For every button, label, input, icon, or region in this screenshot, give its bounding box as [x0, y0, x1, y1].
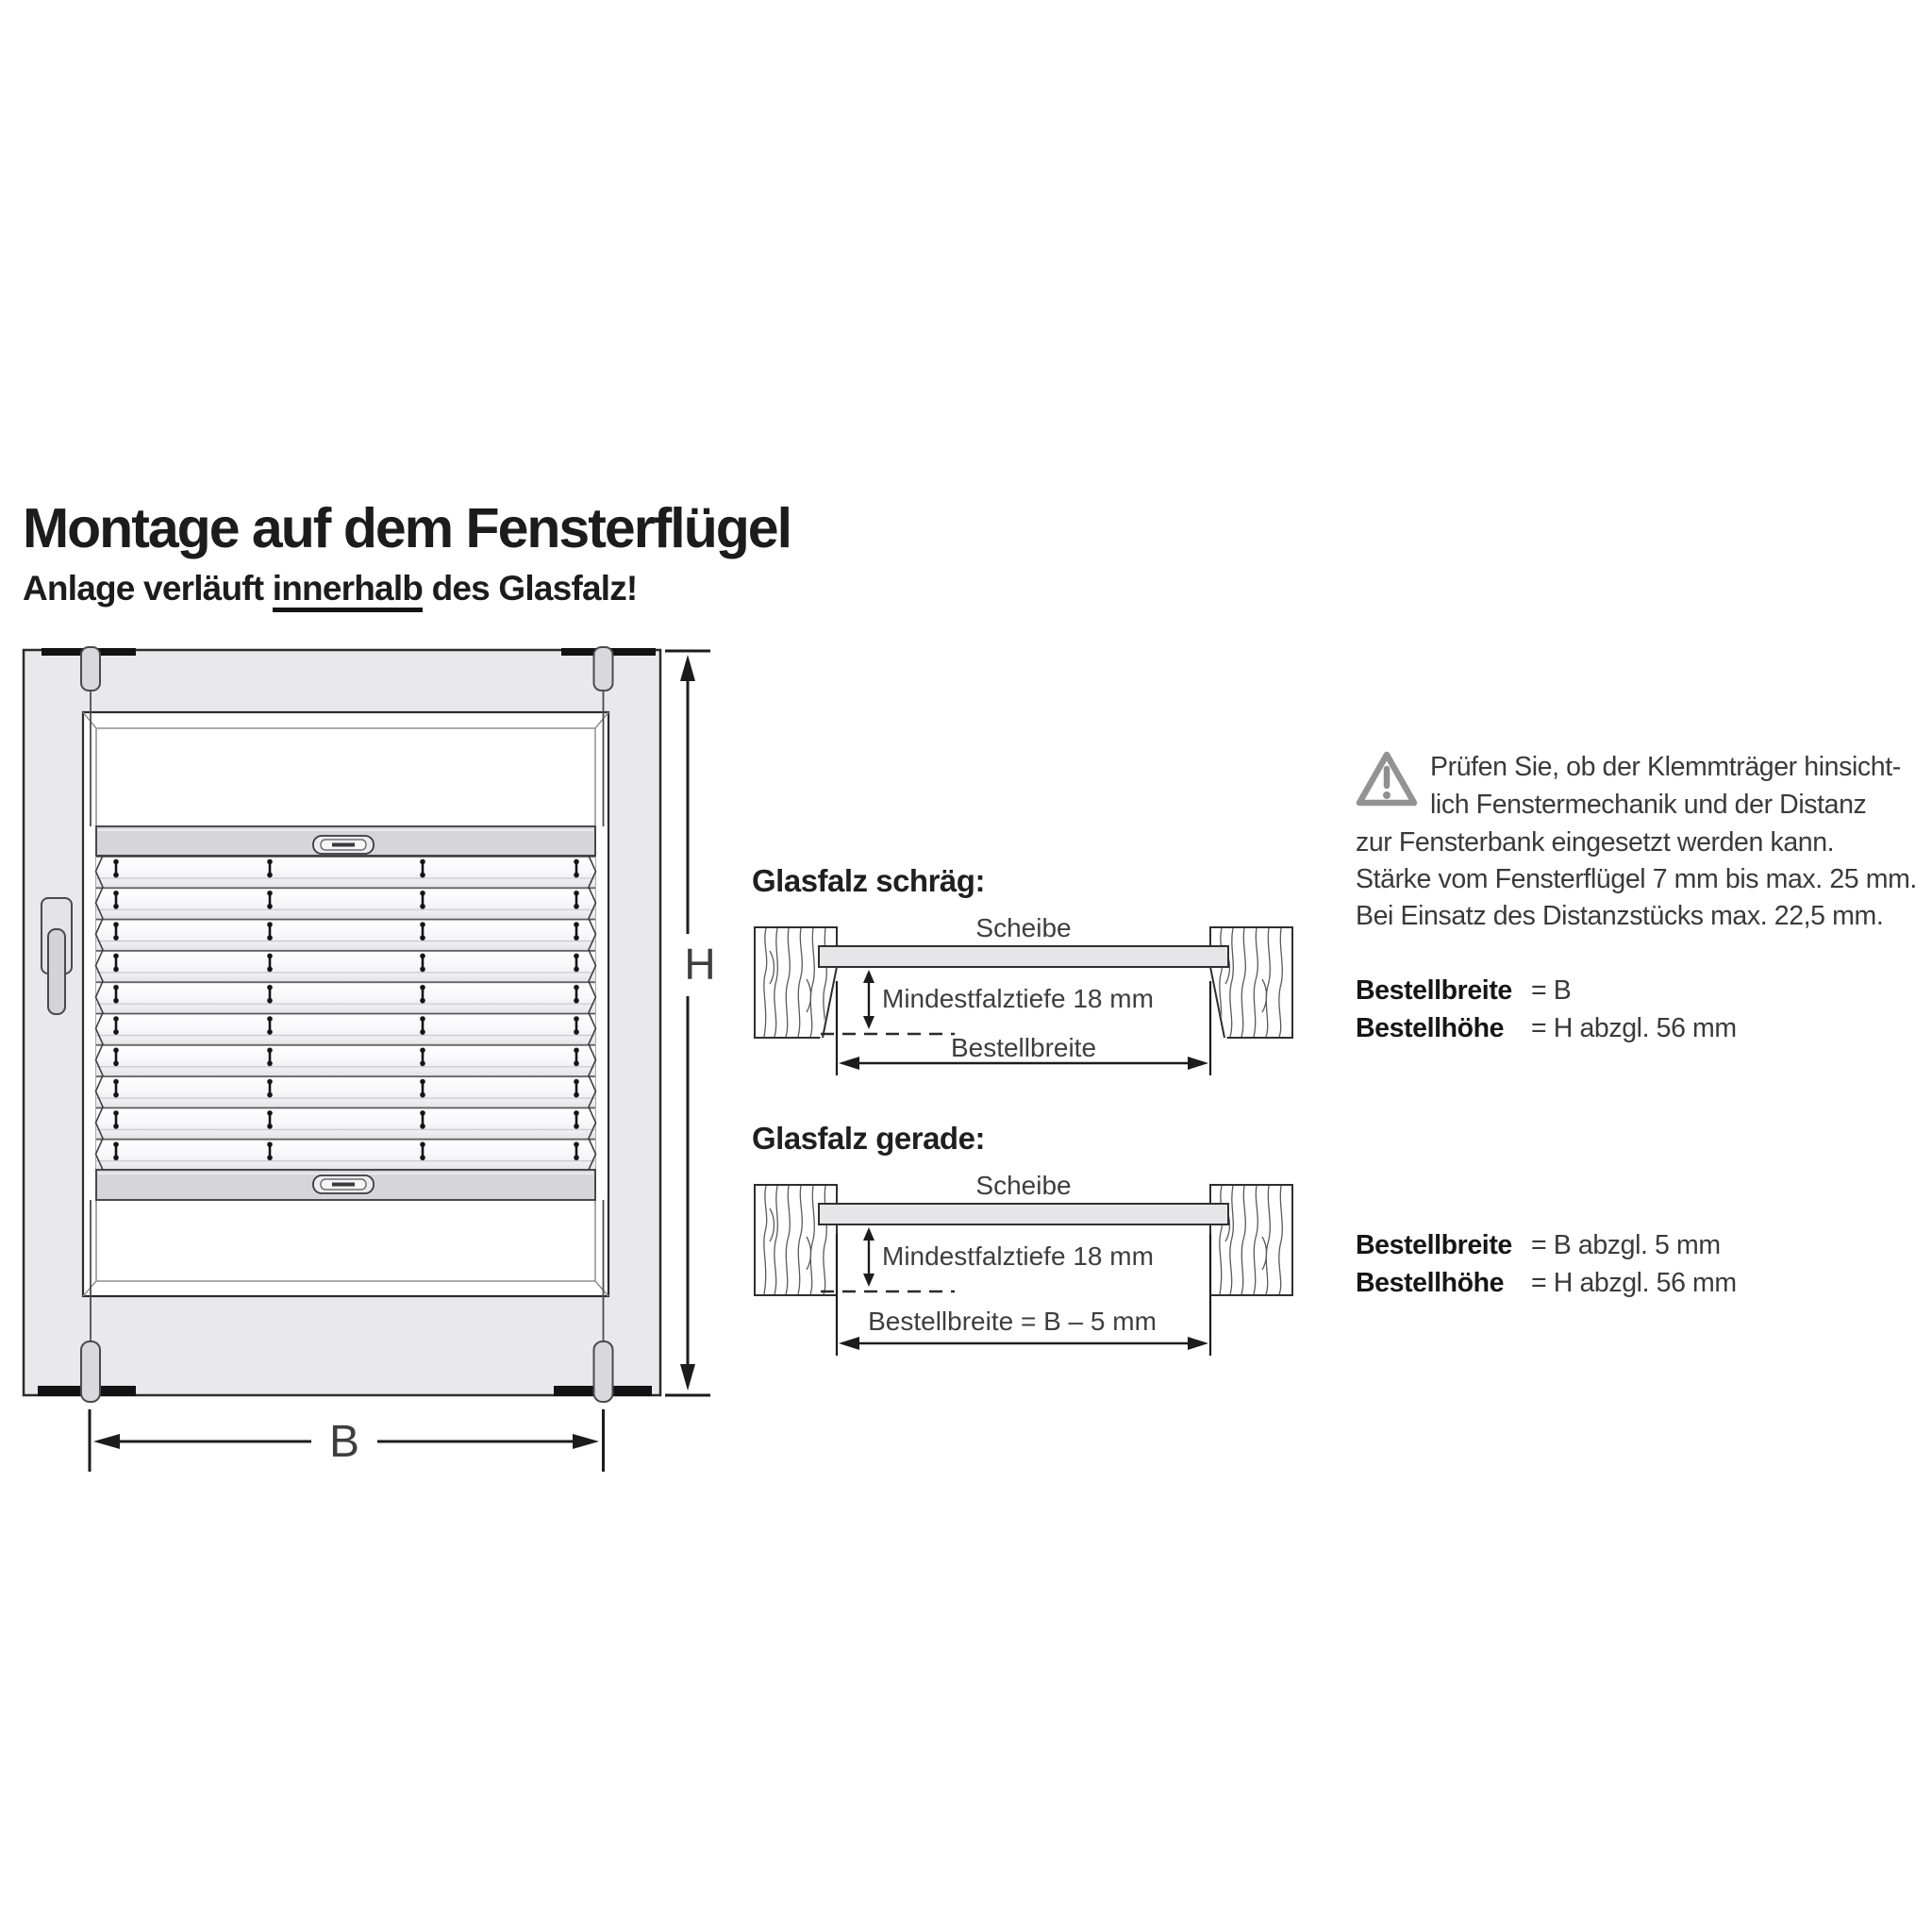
window-sash-diagram — [24, 647, 716, 1472]
heading-glasfalz-gerade: Glasfalz gerade: — [752, 1121, 985, 1156]
clamp-bracket-top-left — [81, 647, 100, 691]
rebate-depth-dimension-gerade — [863, 1227, 1154, 1287]
spec-row — [1356, 972, 1737, 1009]
warning-text-line: lich Fenstermechanik und der Distanz — [1430, 790, 1867, 820]
pane-label-gerade: Scheibe — [975, 1171, 1072, 1200]
order-width-label-gerade: Bestellbreite = B – 5 mm — [868, 1307, 1157, 1336]
warning-text-line: zur Fensterbank eingesetzt werden kann. — [1356, 827, 1835, 858]
cord-anchor-bottom-left — [81, 1341, 100, 1402]
spec-label: Bestellhöhe — [1356, 1268, 1505, 1298]
spec-value: = H abzgl. 56 mm — [1531, 1268, 1737, 1298]
spec-value: = B abzgl. 5 mm — [1531, 1230, 1721, 1260]
cross-section-schraeg — [755, 913, 1292, 1075]
spec-row — [1356, 1009, 1737, 1047]
spec-row — [1356, 1226, 1737, 1264]
spec-value: = B — [1531, 975, 1572, 1006]
spec-row — [1356, 1264, 1737, 1302]
blind-top-rail — [96, 826, 595, 856]
heading-glasfalz-schraeg: Glasfalz schräg: — [752, 863, 985, 898]
spec-value: = H abzgl. 56 mm — [1531, 1013, 1737, 1043]
order-specs-bottom — [1356, 1226, 1737, 1302]
spec-label: Bestellbreite — [1356, 975, 1512, 1006]
blind-bottom-rail — [96, 1170, 595, 1200]
cord-anchor-bottom-right — [594, 1341, 613, 1402]
warning-text-line: Bei Einsatz des Distanzstücks max. 22,5 mm. — [1356, 901, 1884, 931]
depth-label-gerade: Mindestfalztiefe 18 mm — [882, 1241, 1154, 1271]
wood-block-right — [1210, 1185, 1292, 1295]
spec-label: Bestellbreite — [1356, 1230, 1512, 1260]
warning-text-line: Stärke vom Fensterflügel 7 mm bis max. 25 mm. — [1356, 864, 1917, 894]
order-specs-top — [1356, 972, 1737, 1047]
order-width-label-schraeg: Bestellbreite — [950, 1033, 1097, 1062]
glass-pane — [819, 946, 1228, 967]
pleated-blind-fabric — [96, 856, 595, 1170]
width-dimension-label: B — [328, 1417, 360, 1467]
width-dimension — [90, 1409, 604, 1472]
warning-text-line: Prüfen Sie, ob der Klemmträger hinsicht- — [1430, 752, 1901, 782]
warning-icon — [1356, 750, 1418, 808]
subtitle-underlined-word: innerhalb — [273, 569, 423, 612]
spec-label: Bestellhöhe — [1356, 1013, 1505, 1043]
cross-section-gerade — [755, 1171, 1292, 1356]
clamp-bracket-top-right — [594, 647, 613, 691]
page-title: Montage auf dem Fensterflügel — [23, 497, 791, 559]
subtitle-pre: Anlage verläuft — [23, 569, 273, 608]
height-dimension — [665, 651, 716, 1395]
depth-label-schraeg: Mindestfalztiefe 18 mm — [882, 984, 1154, 1013]
pane-label-schraeg: Scheibe — [975, 913, 1072, 942]
rebate-depth-dimension-schraeg — [863, 970, 1154, 1029]
height-dimension-label: H — [684, 940, 716, 989]
wood-block-left — [755, 1185, 837, 1295]
subtitle-post: des Glasfalz! — [423, 569, 638, 608]
glass-pane — [819, 1204, 1228, 1224]
